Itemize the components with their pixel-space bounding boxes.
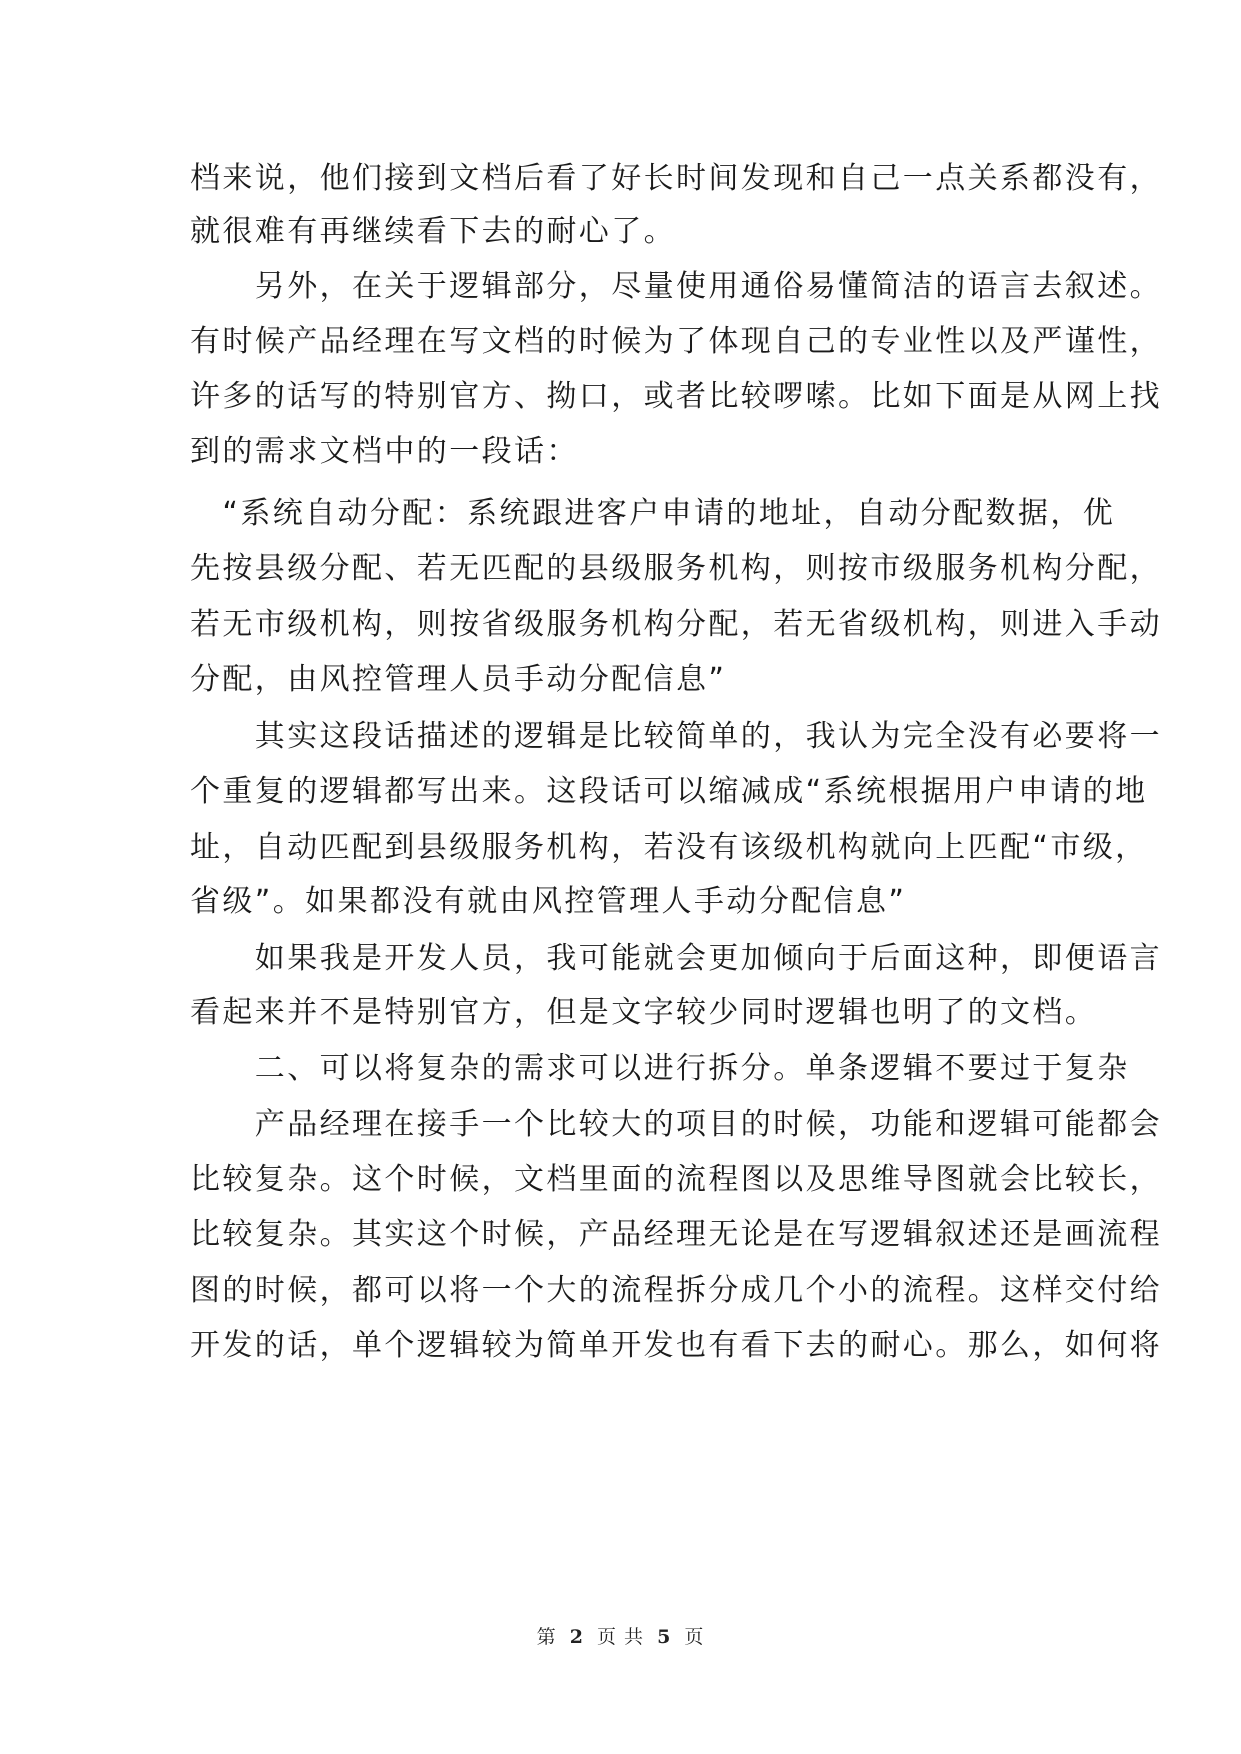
text-line: 分配，由风控管理人员手动分配信息” [190,662,727,697]
footer-prefix: 第 [536,1626,557,1648]
text-line: 产品经理在接手一个比较大的项目的时候，功能和逻辑可能都会 [190,1107,1162,1142]
text-line: 二、可以将复杂的需求可以进行拆分。单条逻辑不要过于复杂 [190,1051,1130,1086]
footer-middle: 页 共 [596,1626,645,1648]
text-line: 其实这段话描述的逻辑是比较简单的，我认为完全没有必要将一 [190,719,1162,754]
text-line: 图的时候，都可以将一个大的流程拆分成几个小的流程。这样交付给 [190,1273,1162,1308]
text-line: 若无市级机构，则按省级服务机构分配，若无省级机构，则进入手动 [190,607,1162,642]
text-line: 有时候产品经理在写文档的时候为了体现自己的专业性以及严谨性， [190,324,1162,359]
text-line: 看起来并不是特别官方，但是文字较少同时逻辑也明了的文档。 [190,995,1098,1030]
text-line: 档来说，他们接到文档后看了好长时间发现和自己一点关系都没有， [190,161,1162,196]
text-line: 比较复杂。这个时候，文档里面的流程图以及思维导图就会比较长， [190,1162,1162,1197]
text-line: 址，自动匹配到县级服务机构，若没有该级机构就向上匹配“市级， [190,830,1148,865]
text-line: 先按县级分配、若无匹配的县级服务机构，则按市级服务机构分配， [190,551,1162,586]
text-line: 就很难有再继续看下去的耐心了。 [190,214,676,249]
page-footer [0,1622,1241,1649]
text-line: 到的需求文档中的一段话： [190,434,579,469]
current-page-number: 2 [569,1626,584,1648]
text-line: 许多的话写的特别官方、拗口，或者比较啰嗦。比如下面是从网上找 [190,379,1162,414]
text-line: 比较复杂。其实这个时候，产品经理无论是在写逻辑叙述还是画流程 [190,1217,1162,1252]
text-line: “系统自动分配：系统跟进客户申请的地址，自动分配数据，优 [190,496,1116,531]
text-line: 个重复的逻辑都写出来。这段话可以缩减成“系统根据用户申请的地 [190,774,1148,809]
text-line: 开发的话，单个逻辑较为简单开发也有看下去的耐心。那么，如何将 [190,1328,1162,1363]
text-line: 另外，在关于逻辑部分，尽量使用通俗易懂简洁的语言去叙述。 [190,269,1162,304]
text-line: 省级”。如果都没有就由风控管理人手动分配信息” [190,884,907,919]
total-page-number: 5 [657,1626,672,1648]
text-line: 如果我是开发人员，我可能就会更加倾向于后面这种，即便语言 [190,941,1162,976]
footer-suffix: 页 [684,1626,705,1648]
